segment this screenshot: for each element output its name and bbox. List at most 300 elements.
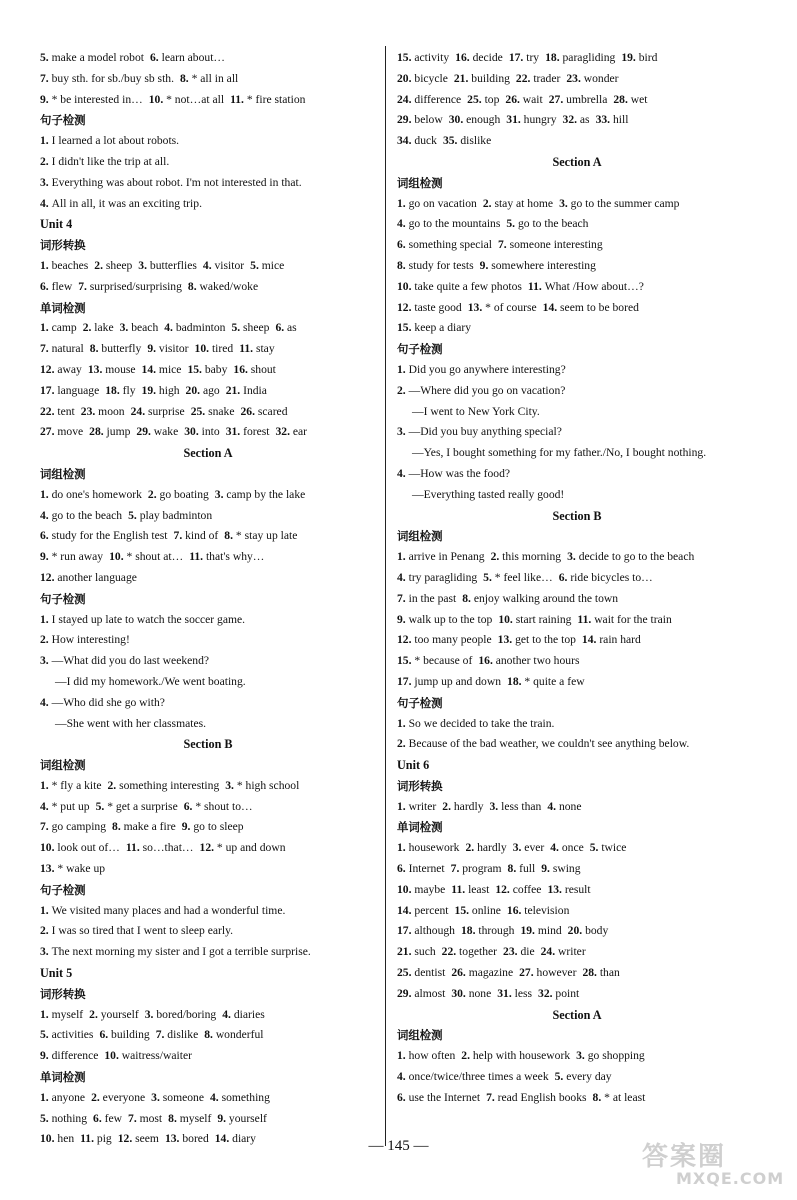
item-number: 2. [397,737,409,751]
answer-item [520,924,561,937]
item-text: go boating [159,487,209,501]
answer-line [397,277,757,298]
item-number: 8. [168,1111,180,1125]
item-number: 3. [151,1090,163,1104]
answer-item [40,800,90,813]
answer-line [40,506,376,527]
item-number: 8. [112,820,124,834]
item-number: 20. [567,924,586,938]
item-text: such [414,945,436,959]
answer-line [40,1005,376,1026]
answer-item [397,259,474,272]
item-number: 8. [204,1028,216,1042]
answer-item [455,51,503,64]
answer-item [83,321,114,334]
answer-item [168,1112,211,1125]
answer-item [483,571,553,584]
item-text: * shout at… [126,550,184,564]
answer-item [275,321,296,334]
section-title: Section A [183,446,233,461]
item-number: 3. [214,487,227,501]
item-number: 8. [187,279,200,293]
item-number: 4. [40,799,52,813]
answer-line [397,921,757,942]
item-text: help with housework [472,1049,571,1063]
item-number: 25. [467,92,485,106]
answer-line [397,381,757,402]
item-text: television [524,903,570,917]
column-divider [385,46,386,1146]
answer-line [40,402,376,423]
answer-item [541,945,586,958]
item-number: 8. [89,342,102,356]
item-text: paragliding [562,51,616,64]
answer-line [397,422,757,443]
item-number: 31. [225,425,244,439]
answer-line [397,714,757,735]
item-text: flew [51,279,73,293]
item-text: almost [414,986,446,1000]
answer-line [40,152,376,173]
answer-item [136,425,178,438]
item-number: 10. [40,1132,58,1146]
answer-item [454,72,510,85]
item-text: How interesting! [51,633,130,647]
item-text: tent [57,404,75,418]
section-heading: 词组检测 [397,1028,443,1043]
item-text: activities [51,1028,94,1042]
item-number: 5. [128,508,140,522]
answer-line [40,90,376,111]
answer-item [397,966,445,979]
item-text: buy sth. for sb./buy sb sth. [51,71,174,85]
item-number: 9. [479,258,492,272]
item-number: 2. [94,258,106,272]
item-text: * feel like… [494,570,553,584]
item-text: make a model robot [51,51,144,64]
answer-continuation: —I went to New York City. [412,404,540,418]
item-number: 8. [507,862,520,876]
item-text: butterflies [149,258,197,272]
answer-item [397,280,522,293]
item-text: * up and down [216,841,286,855]
item-text: myself [51,1007,84,1021]
item-number: 13. [164,1132,183,1146]
answer-item [490,800,542,813]
answer-item [210,1091,270,1104]
item-number: 4. [40,695,52,709]
item-number: 13. [497,633,516,647]
item-number: 6. [40,529,52,543]
answer-item [40,862,105,875]
unit-title: Unit 5 [40,966,73,981]
item-number: 1. [397,799,409,813]
item-text: someone [162,1090,204,1104]
item-number: 12. [40,570,58,584]
item-text: enjoy walking around the town [473,591,619,605]
answer-item [576,1049,645,1062]
item-number: 3. [397,425,409,439]
answer-item [105,384,135,397]
item-number: 6. [397,1090,409,1104]
answer-item [112,820,176,833]
answer-item [156,1028,199,1041]
item-number: 7. [486,1090,498,1104]
item-number: 26. [451,966,469,980]
item-number: 17. [40,383,58,397]
answer-line [40,1046,376,1067]
answer-item [467,93,499,106]
answer-line [397,672,757,693]
item-number: 4. [40,508,52,522]
item-number: 2. [82,321,95,335]
answer-item [559,571,653,584]
item-text: —Who did she go with? [51,695,165,709]
answer-item [528,280,644,293]
answer-item [397,654,472,667]
item-number: 4. [209,1090,222,1104]
item-number: 9. [397,612,409,626]
item-text: taste good [414,300,462,314]
right-column [397,48,757,1109]
answer-item [550,841,583,854]
answer-line [40,568,376,589]
item-text: lake [94,321,114,335]
answer-item [226,425,270,438]
item-text: result [564,882,591,896]
item-number: 11. [80,1132,97,1146]
item-text: something special [408,238,492,252]
answer-item [507,675,585,688]
item-text: wake [153,425,179,439]
item-text: I was so tired that I went to sleep early. [51,924,234,938]
answer-item [222,1008,265,1021]
item-text: learn about… [161,51,226,64]
answer-item [142,384,180,397]
answer-item [184,425,219,438]
item-text: * all in all [191,71,239,85]
answer-item [568,924,609,937]
answer-line [397,734,757,755]
item-text: * shout to… [195,799,253,813]
item-text: decide [472,51,503,64]
item-number: 23. [80,404,99,418]
item-number: 8. [224,529,236,543]
item-text: * not…at all [166,92,225,106]
item-text: waitress/waiter [121,1049,192,1063]
item-number: 21. [225,383,244,397]
item-number: 2. [40,633,52,647]
answer-line [40,693,376,714]
item-number: 2. [442,799,454,813]
answer-line [397,838,757,859]
answer-item [397,197,477,210]
item-text: * high school [236,778,300,792]
item-text: less [514,986,533,1000]
item-text: stay [255,342,275,356]
answer-line [40,173,376,194]
answer-line [40,901,376,922]
item-text: as [287,321,297,335]
item-text: magazine [468,966,514,980]
unit-title: Unit 4 [40,217,73,232]
answer-continuation: —Yes, I bought something for my father./No, I bought nothing. [412,446,707,460]
item-number: 16. [233,362,251,376]
item-number: 4. [202,258,215,272]
answer-item [397,841,459,854]
item-text: wonderful [215,1028,264,1042]
item-text: seem [135,1132,159,1146]
answer-item [563,113,590,126]
answer-item [195,342,234,355]
item-number: 2. [147,487,160,501]
watermark-text: 答案圈 [642,1142,727,1172]
item-number: 13. [467,300,486,314]
answer-item [40,72,174,85]
item-number: 4. [164,321,176,335]
item-text: few [104,1111,123,1125]
item-text: waked/woke [199,279,259,293]
answer-item [559,197,679,210]
answer-line [40,942,376,963]
answer-line [397,651,757,672]
answer-line [40,360,376,381]
item-text: dislike [167,1028,199,1042]
answer-item [40,488,142,501]
item-text: myself [179,1111,212,1125]
item-number: 11. [451,882,469,896]
item-text: swing [552,862,581,876]
item-number: 3. [559,196,571,210]
answer-item [397,945,436,958]
item-text: together [459,945,498,959]
item-text: ever [524,841,545,855]
item-number: 20. [397,71,415,85]
item-number: 3. [144,1007,157,1021]
item-text: look out of… [57,841,120,855]
answer-item [40,820,106,833]
section-heading: 单词检测 [40,300,86,315]
answer-item [495,883,541,896]
answer-line [397,1046,757,1067]
item-text: below [414,113,443,127]
item-text: as [579,113,590,127]
item-text: die [520,945,535,959]
item-number: 8. [592,1090,605,1104]
section-heading: 句子检测 [40,882,86,897]
answer-item [151,1091,204,1104]
item-number: 24. [397,92,415,106]
item-text: badminton [175,321,226,335]
item-number: 2. [89,1007,101,1021]
item-text: hill [612,113,629,127]
item-text: wait for the train [594,612,672,626]
item-text: go to the summer camp [570,196,680,210]
item-number: 23. [566,71,584,85]
answer-line [397,235,757,256]
answer-line [397,859,757,880]
answer-item [104,1049,192,1062]
item-number: 2. [461,1049,473,1063]
answer-item [509,51,539,64]
item-number: 10. [40,841,58,855]
item-number: 7. [78,279,90,293]
item-text: jump up and down [414,674,502,688]
answer-line [397,360,757,381]
answer-line [397,110,757,131]
item-number: 12. [40,362,58,376]
item-text: writer [408,799,437,813]
answer-continuation: —I did my homework./We went boating. [55,674,246,688]
answer-item [40,924,233,937]
answer-item [40,93,143,106]
item-number: 4. [547,799,559,813]
item-number: 7. [155,1028,168,1042]
answer-item [40,51,144,64]
item-number: 11. [230,92,247,106]
answer-item [182,820,244,833]
answer-line [40,485,376,506]
answer-line [40,526,376,547]
item-text: umbrella [566,92,608,106]
item-text: this morning [502,550,562,564]
item-number: 15. [397,51,415,64]
answer-item [81,405,125,418]
item-number: 9. [217,1111,229,1125]
answer-item [567,550,694,563]
item-number: 19. [141,383,159,397]
item-number: 5. [506,217,518,231]
item-number: 12. [199,841,217,855]
item-number: 28. [582,966,600,980]
answer-item [397,987,445,1000]
section-title: Section A [552,154,602,169]
answer-item [241,405,288,418]
item-number: 28. [613,92,631,106]
answer-item [538,987,579,1000]
answer-line [397,1088,757,1109]
answer-item [108,779,220,792]
item-number: 4. [397,570,409,584]
item-text: coffee [512,882,542,896]
answer-item [462,592,618,605]
answer-item [128,509,212,522]
item-number: 29. [136,425,154,439]
answer-line [397,880,757,901]
answer-item [40,384,99,397]
item-text: * because of [414,654,473,668]
answer-item [397,613,492,626]
item-number: 5. [483,570,495,584]
item-text: * fire station [246,92,306,106]
answer-item [40,405,75,418]
answer-line [40,256,376,277]
item-text: wait [522,92,543,106]
item-number: 5. [40,1028,52,1042]
item-text: hardly [477,841,507,855]
answer-item [397,571,477,584]
answer-item [174,529,219,542]
item-text: mouse [105,362,136,376]
item-number: 4. [222,1007,234,1021]
item-text: ago [202,383,220,397]
item-number: 14. [542,300,561,314]
item-text: somewhere interesting [491,258,596,272]
item-text: * run away [51,550,104,564]
item-number: 17. [397,674,415,688]
item-number: 3. [489,799,502,813]
answer-item [215,488,305,501]
item-number: 11. [239,342,256,356]
item-text: into [201,425,220,439]
item-number: 4. [40,196,52,210]
item-text: wet [630,92,648,106]
section-title: Section B [552,508,602,523]
section-heading: 词形转换 [397,778,443,793]
item-number: 27. [40,425,58,439]
answer-item [40,571,137,584]
answer-line [397,1067,757,1088]
answer-item [505,93,542,106]
item-text: butterfly [101,342,142,356]
item-number: 9. [40,550,52,564]
item-text: high [158,383,180,397]
answer-item [566,72,618,85]
answer-item [480,259,596,272]
item-text: bored [182,1132,209,1146]
item-number: 34. [397,134,415,148]
answer-line [40,194,376,215]
item-number: 27. [519,966,537,980]
section-heading: 词组检测 [40,758,86,773]
item-number: 9. [181,820,194,834]
answer-line [40,838,376,859]
answer-item [397,51,449,64]
answer-item [442,945,497,958]
item-text: decide to go to the beach [578,550,695,564]
answer-line [397,568,757,589]
answer-item [498,613,571,626]
item-text: bird [638,51,658,64]
item-number: 9. [147,342,159,356]
item-text: someone interesting [509,238,603,252]
section-heading: 句子检测 [397,695,443,710]
section-heading: 词形转换 [40,238,86,253]
item-text: wonder [583,71,619,85]
answer-item [40,1008,83,1021]
item-number: 32. [538,986,556,1000]
answer-line [40,131,376,152]
answer-item [397,425,562,438]
answer-line [40,859,376,880]
item-number: 21. [397,945,415,959]
item-number: 1. [397,196,409,210]
item-number: 1. [397,716,409,730]
item-number: 2. [482,196,495,210]
answer-line [397,984,757,1005]
section-heading: 句子检测 [397,342,443,357]
item-number: 26. [505,92,523,106]
answer-line [397,464,757,485]
answer-line [397,610,757,631]
answer-line [40,651,376,672]
item-text: top [484,92,500,106]
answer-line [397,256,757,277]
item-number: 3. [40,175,52,189]
answer-item [250,259,284,272]
answer-item [126,841,194,854]
answer-item [397,217,500,230]
